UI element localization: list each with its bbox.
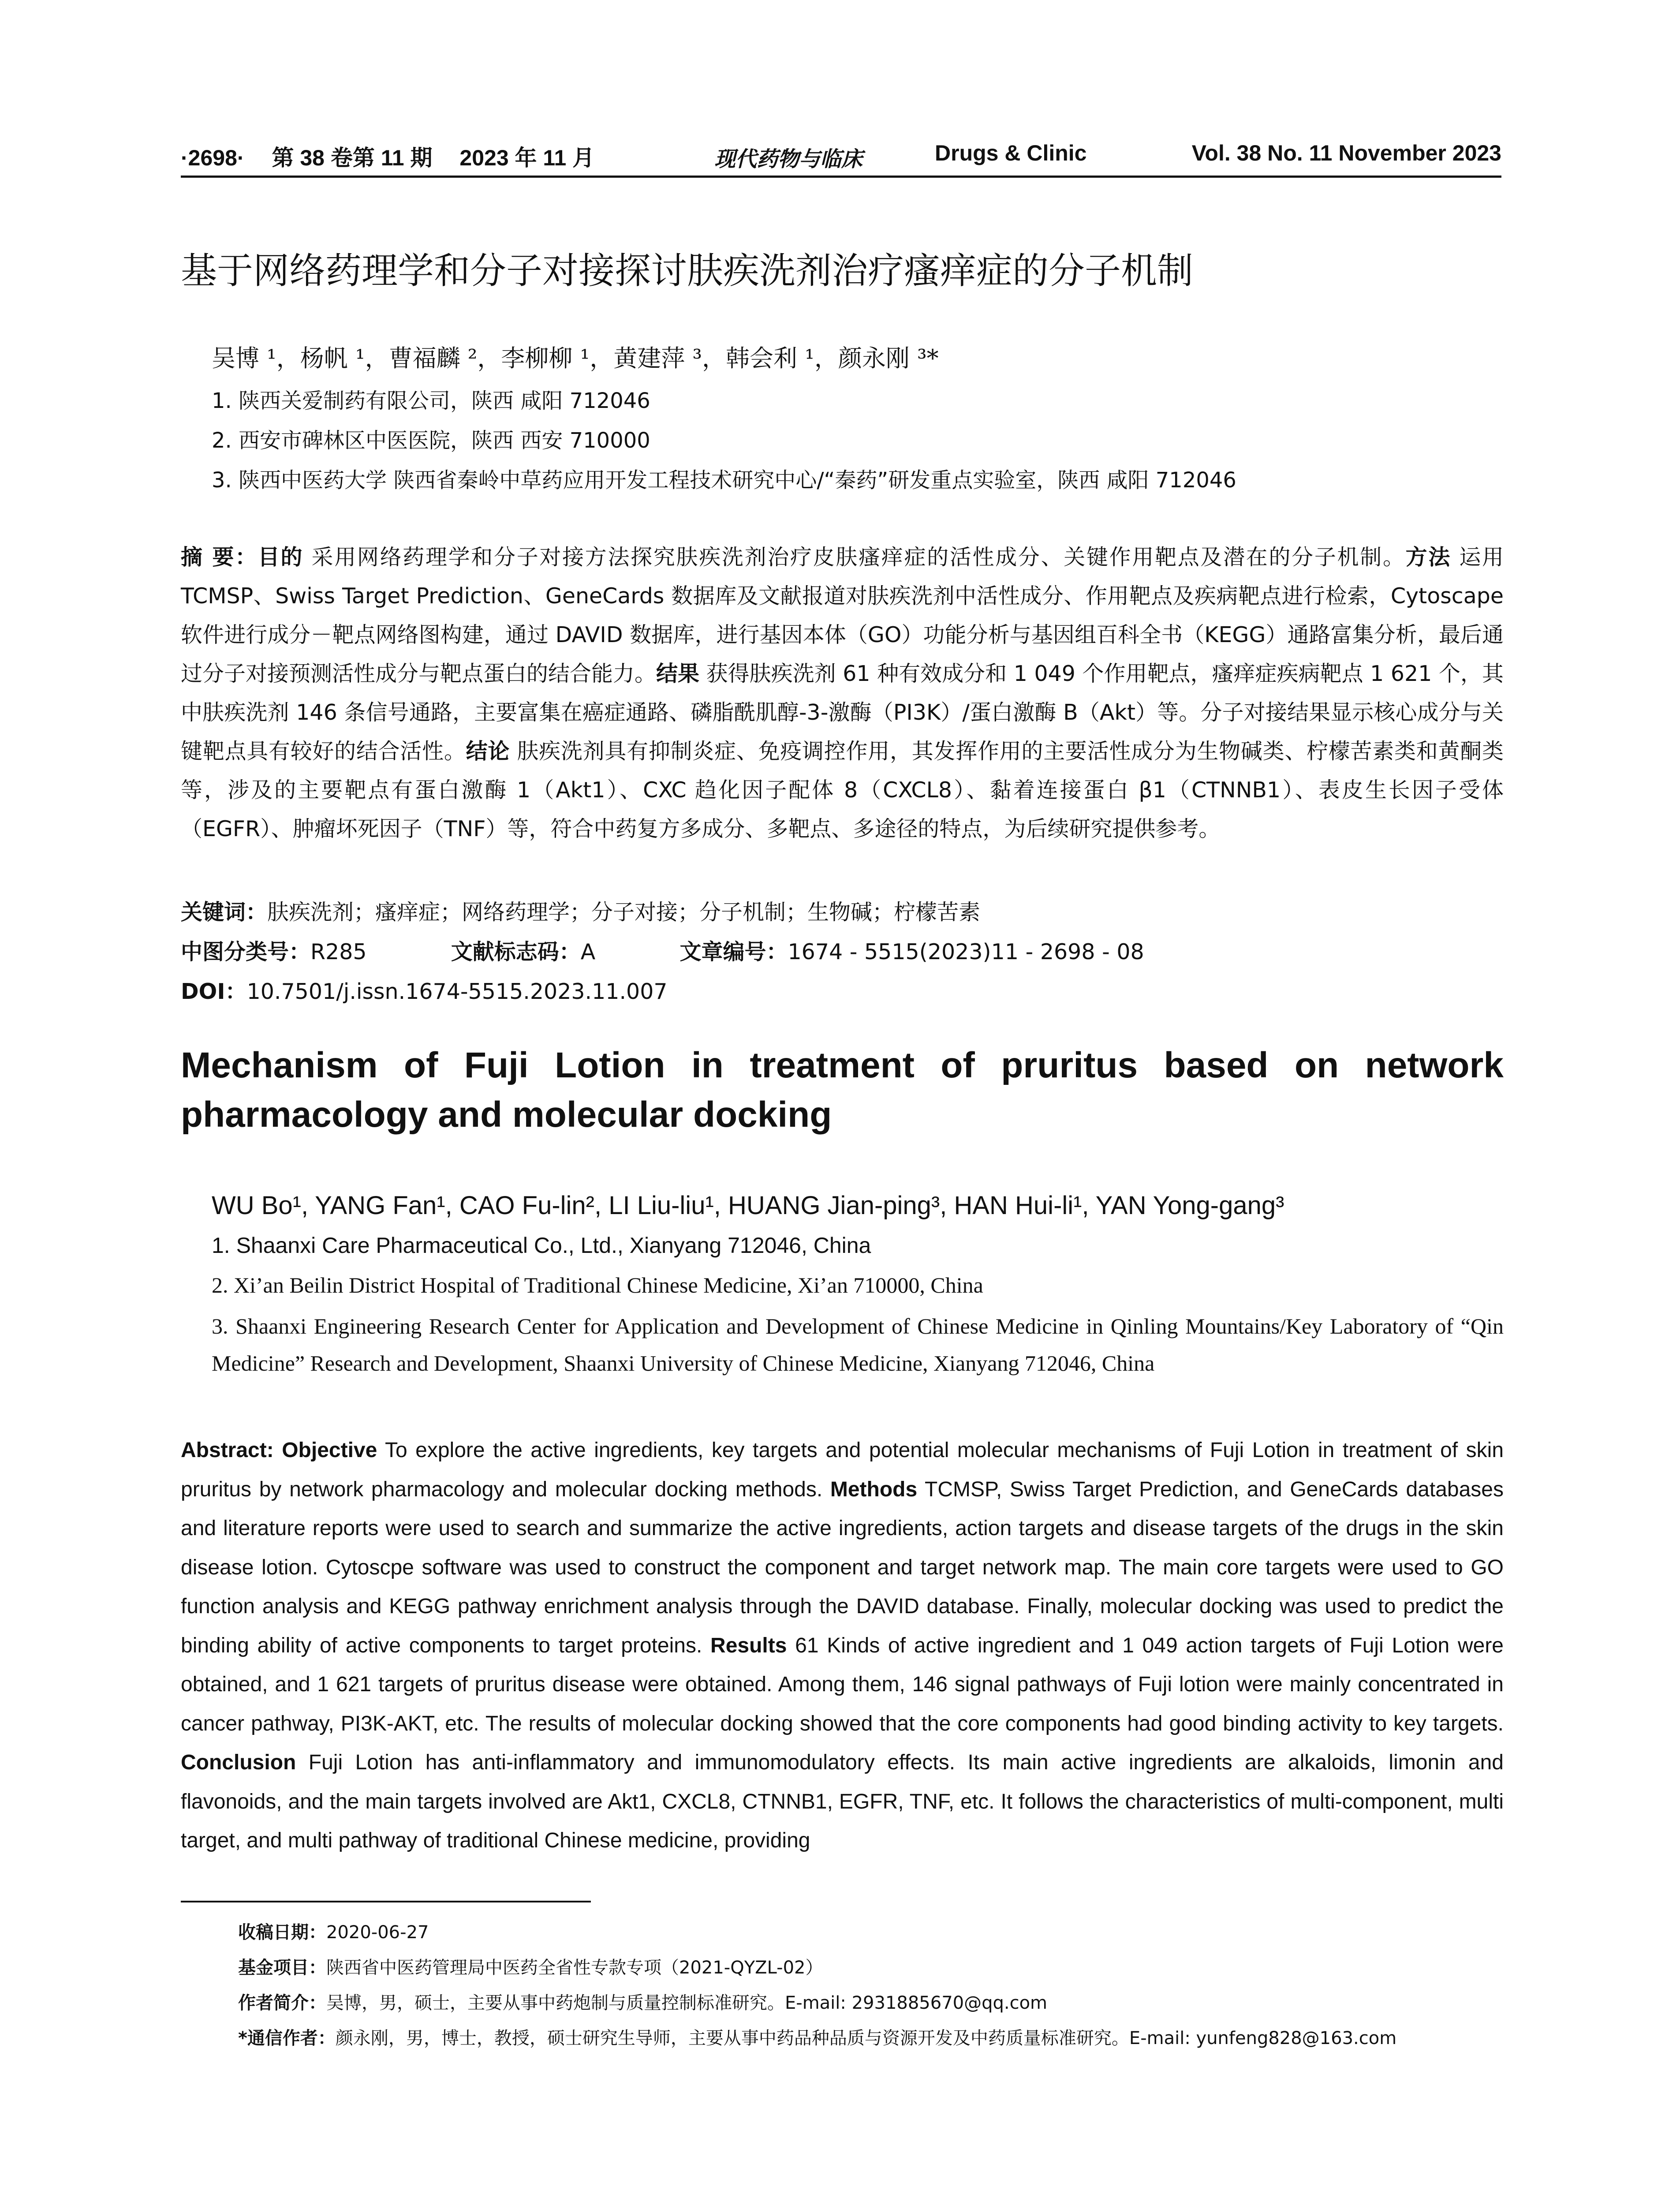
abstract-en-label: Abstract: <box>181 1439 274 1462</box>
date-cn: 2023 年 11 月 <box>459 146 595 170</box>
results-cn-label: 结果 <box>656 661 700 686</box>
objective-en-label: Objective <box>282 1439 377 1462</box>
header-issue-info <box>181 140 616 172</box>
abstract-cn-label: 摘 要： <box>181 545 258 570</box>
article-title-cn: 基于网络药理学和分子对接探讨肤疾洗剂治疗瘙痒症的分子机制 <box>181 250 1194 292</box>
clc-label: 中图分类号： <box>181 939 311 964</box>
doc-code-value: A <box>580 939 596 964</box>
keywords-cn <box>181 895 980 926</box>
article-no-label: 文章编号： <box>679 939 788 964</box>
doi-label: DOI： <box>181 979 247 1004</box>
doi-line <box>181 975 668 1005</box>
results-en-label: Results <box>710 1633 787 1657</box>
article-title-en: Mechanism of Fuji Lotion in treatment of pruritus based on network pharmacology and molecular docking <box>181 1045 1504 1135</box>
affiliation-en-2: 2. Xi’an Beilin District Hospital of Traditional Chinese Medicine, Xi’an 710000, China <box>212 1273 983 1297</box>
affiliation-cn-2: 2. 西安市碑林区中医医院，陕西 西安 710000 <box>212 428 650 453</box>
conclusion-cn-label: 结论 <box>466 739 510 764</box>
footnote-received: 收稿日期：2020-06-27 <box>238 1922 429 1943</box>
conclusion-cn-text: 肤疾洗剂具有抑制炎症、免疫调控作用，其发挥作用的主要活性成分为生物碱类、柠檬苦素类和黄酮类等，涉及的主要靶点有蛋白激酶 1（Akt1）、CXC 趋化因子配体 8（CXCL8）、黏着连接蛋白 β1（CTNNB1）、表皮生长因子受体（EGFR）、肿瘤坏死因子（TNF）等，符合中药复方多成分、多靶点、多途径的特点，为后续研究提供参考。 <box>181 739 1504 841</box>
doi-value: 10.7501/j.issn.1674-5515.2023.11.007 <box>246 979 668 1004</box>
methods-en-label: Methods <box>830 1477 918 1501</box>
objective-cn-label: 目的 <box>258 545 304 570</box>
objective-cn-text: 采用网络药理学和分子对接方法探究肤疾洗剂治疗皮肤瘙痒症的活性成分、关键作用靶点及潜在的分子机制。 <box>311 545 1406 570</box>
authors-en: WU Bo¹, YANG Fan¹, CAO Fu-lin², LI Liu-liu¹, HUANG Jian-ping³, HAN Hui-li¹, YAN Yong-gang³ <box>212 1191 1284 1220</box>
page-number: ·2698· <box>181 146 245 170</box>
authors-cn: 吴博 ¹，杨帆 ¹，曹福麟 ²，李柳柳 ¹，黄建萍 ³，韩会利 ¹，颜永刚 ³* <box>212 344 939 372</box>
results-en-text: 61 Kinds of active ingredient and 1 049 action targets of Fuji Lotion were obtained, and 1 621 targets of pruritus disease were obtained. Among them, 146 signal pathways of Fuji lotion were mainly concentrated in cancer pathway, PI3K-AKT, etc. The results of molecular docking showed that the core components had good binding activity to key targets. <box>181 1633 1504 1735</box>
keywords-cn-label: 关键词： <box>181 900 268 925</box>
footnote-corresponding-author: *通信作者：颜永刚，男，博士，教授，硕士研究生导师，主要从事中药品种品质与资源开发及中药质量标准研究。E-mail: yunfeng828@163.com <box>238 2028 1397 2048</box>
keywords-cn-text: 肤疾洗剂；瘙痒症；网络药理学；分子对接；分子机制；生物碱；柠檬苦素 <box>267 900 981 925</box>
footnote-divider <box>181 1901 591 1902</box>
affiliation-cn-3: 3. 陕西中医药大学 陕西省秦岭中草药应用开发工程技术研究中心/“秦药”研发重点实验室，陕西 咸阳 712046 <box>212 468 1236 493</box>
clc-value: R285 <box>310 939 367 964</box>
results-cn-text: 获得肤疾洗剂 61 种有效成分和 1 049 个作用靶点，瘙痒症疾病靶点 1 621 个，其中肤疾洗剂 146 条信号通路，主要富集在癌症通路、磷脂酰肌醇-3-激酶（PI3K）/蛋白激酶 B（Akt）等。分子对接结果显示核心成分与关键靶点具有较好的结合活性。 <box>181 661 1504 764</box>
methods-en-text: TCMSP, Swiss Target Prediction, and GeneCards databases and literature reports were used to search and summarize the active ingredients, action targets and disease targets of the drugs in the skin disease lotion. Cytoscpe software was used to construct the component and target network map. The main core targets were used to GO function analysis and KEGG pathway enrichment analysis through the DAVID database. Finally, molecular docking was used to predict the binding ability of active components to target proteins. <box>181 1477 1504 1657</box>
article-no-value: 1674 - 5515(2023)11 - 2698 - 08 <box>788 939 1144 964</box>
doc-code-label: 文献标志码： <box>451 939 581 964</box>
conclusion-en-label: Conclusion <box>181 1751 296 1774</box>
affiliation-en-3: 3. Shaanxi Engineering Research Center for Application and Development of Chinese Medicine in Qinling Mountains/Key Laboratory of “Qin Medicine” Research and Development, Shaanxi University of Chinese Medicine, Xianyang 712046, China <box>212 1314 1504 1375</box>
conclusion-en-text: Fuji Lotion has anti-inflammatory and immunomodulatory effects. Its main active ingredients are alkaloids, limonin and flavonoids, and the main targets involved are Akt1, CXCL8, CTNNB1, EGFR, TNF, etc. It follows the characteristics of multi-component, multi target, and multi pathway of traditional Chinese medicine, providing <box>181 1751 1504 1852</box>
journal-name-cn: 现代药物与临床 <box>714 147 863 172</box>
affiliation-cn-1: 1. 陕西关爱制药有限公司，陕西 咸阳 712046 <box>212 389 650 413</box>
running-header <box>181 140 1501 178</box>
abstract-cn <box>181 538 1504 848</box>
methods-cn-label: 方法 <box>1405 545 1452 570</box>
affiliation-en-1: 1. Shaanxi Care Pharmaceutical Co., Ltd., Xianyang 712046, China <box>212 1233 871 1258</box>
volume-en: Vol. 38 No. 11 November 2023 <box>1191 141 1501 165</box>
methods-cn-text: 运用 TCMSP、Swiss Target Prediction、GeneCards 数据库及文献报道对肤疾洗剂中活性成分、作用靶点及疾病靶点进行检索，Cytoscape 软件进行成分－靶点网络图构建，通过 DAVID 数据库，进行基因本体（GO）功能分析与基因组百科全书（KEGG）通路富集分析，最后通过分子对接预测活性成分与靶点蛋白的结合能力。 <box>181 545 1504 686</box>
objective-en-text: To explore the active ingredients, key targets and potential molecular mechanisms of Fuji Lotion in treatment of skin pruritus by network pharmacology and molecular docking methods. <box>181 1439 1504 1501</box>
classification-line <box>181 935 1144 966</box>
journal-name-en: Drugs & Clinic <box>935 141 1087 165</box>
footnote-funding: 基金项目：陕西省中医药管理局中医药全省性专款专项（2021-QYZL-02） <box>238 1958 823 1978</box>
volume-cn: 第 38 卷第 11 期 <box>272 146 433 170</box>
footnote-author-bio: 作者简介：吴博，男，硕士，主要从事中药炮制与质量控制标准研究。E-mail: 2931885670@qq.com <box>238 1993 1048 2013</box>
abstract-en <box>181 1431 1504 1861</box>
